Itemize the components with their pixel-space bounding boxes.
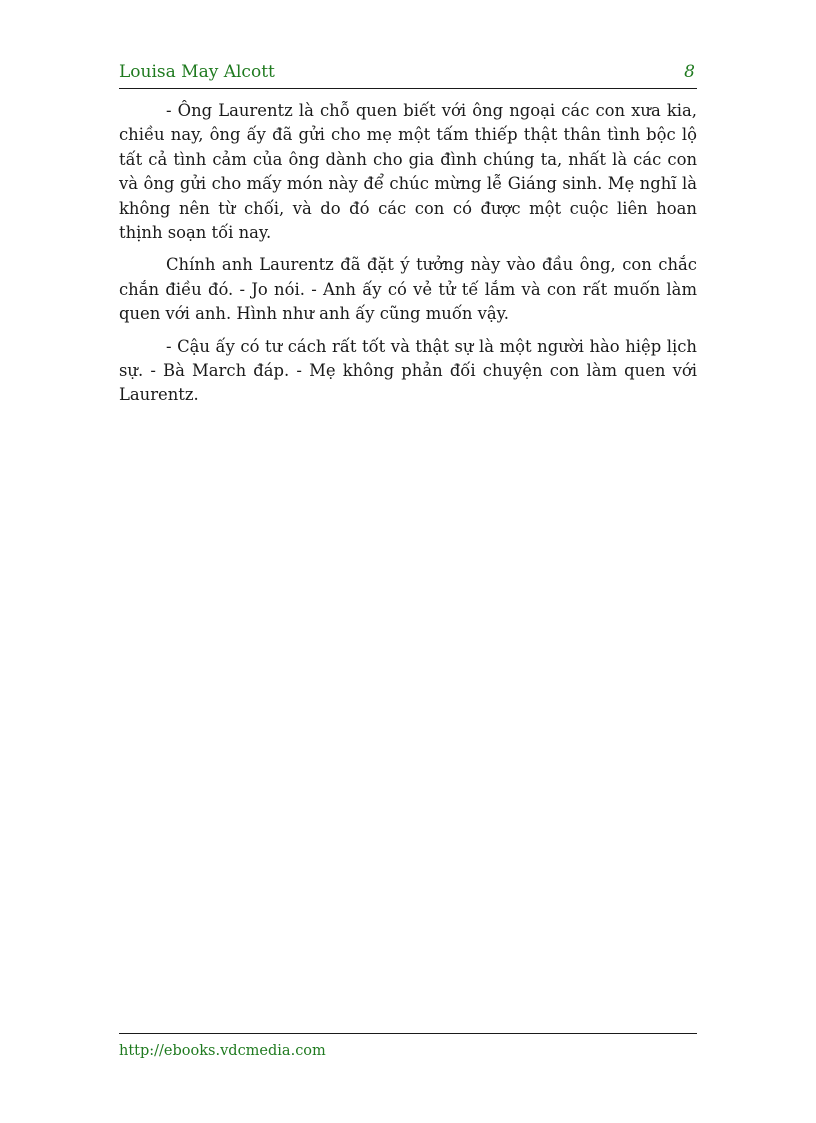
body-text — [119, 99, 697, 416]
footer-url: http://ebooks.vdcmedia.com — [119, 1043, 326, 1059]
page-number: 8 — [684, 62, 695, 82]
header-author-title: Louisa May Alcott — [119, 62, 275, 82]
paragraph: - Ông Laurentz là chỗ quen biết với ông ngoại các con xưa kia, chiều nay, ông ấy đã gửi cho mẹ một tấm thiếp thật thân tình bộc lộ tất cả tình cảm của ông dành cho gia đình chúng ta, nhất là các con và ông gửi cho mấy món này để chúc mừng lễ Giáng sinh. Mẹ nghĩ là không nên từ chối, và do đó các con có được một cuộc liên hoan thịnh soạn tối nay. — [119, 101, 697, 243]
paragraph: Chính anh Laurentz đã đặt ý tưởng này vào đầu ông, con chắc chắn điều đó. - Jo nói. - Anh ấy có vẻ tử tế lắm và con rất muốn làm quen với anh. Hình như anh ấy cũng muốn vậy. — [119, 255, 697, 324]
footer-divider — [119, 1033, 697, 1034]
paragraph: - Cậu ấy có tư cách rất tốt và thật sự là một người hào hiệp lịch sự. - Bà March đáp. - Mẹ không phản đối chuyện con làm quen với Laurentz. — [119, 336, 697, 405]
page-header — [119, 62, 697, 89]
